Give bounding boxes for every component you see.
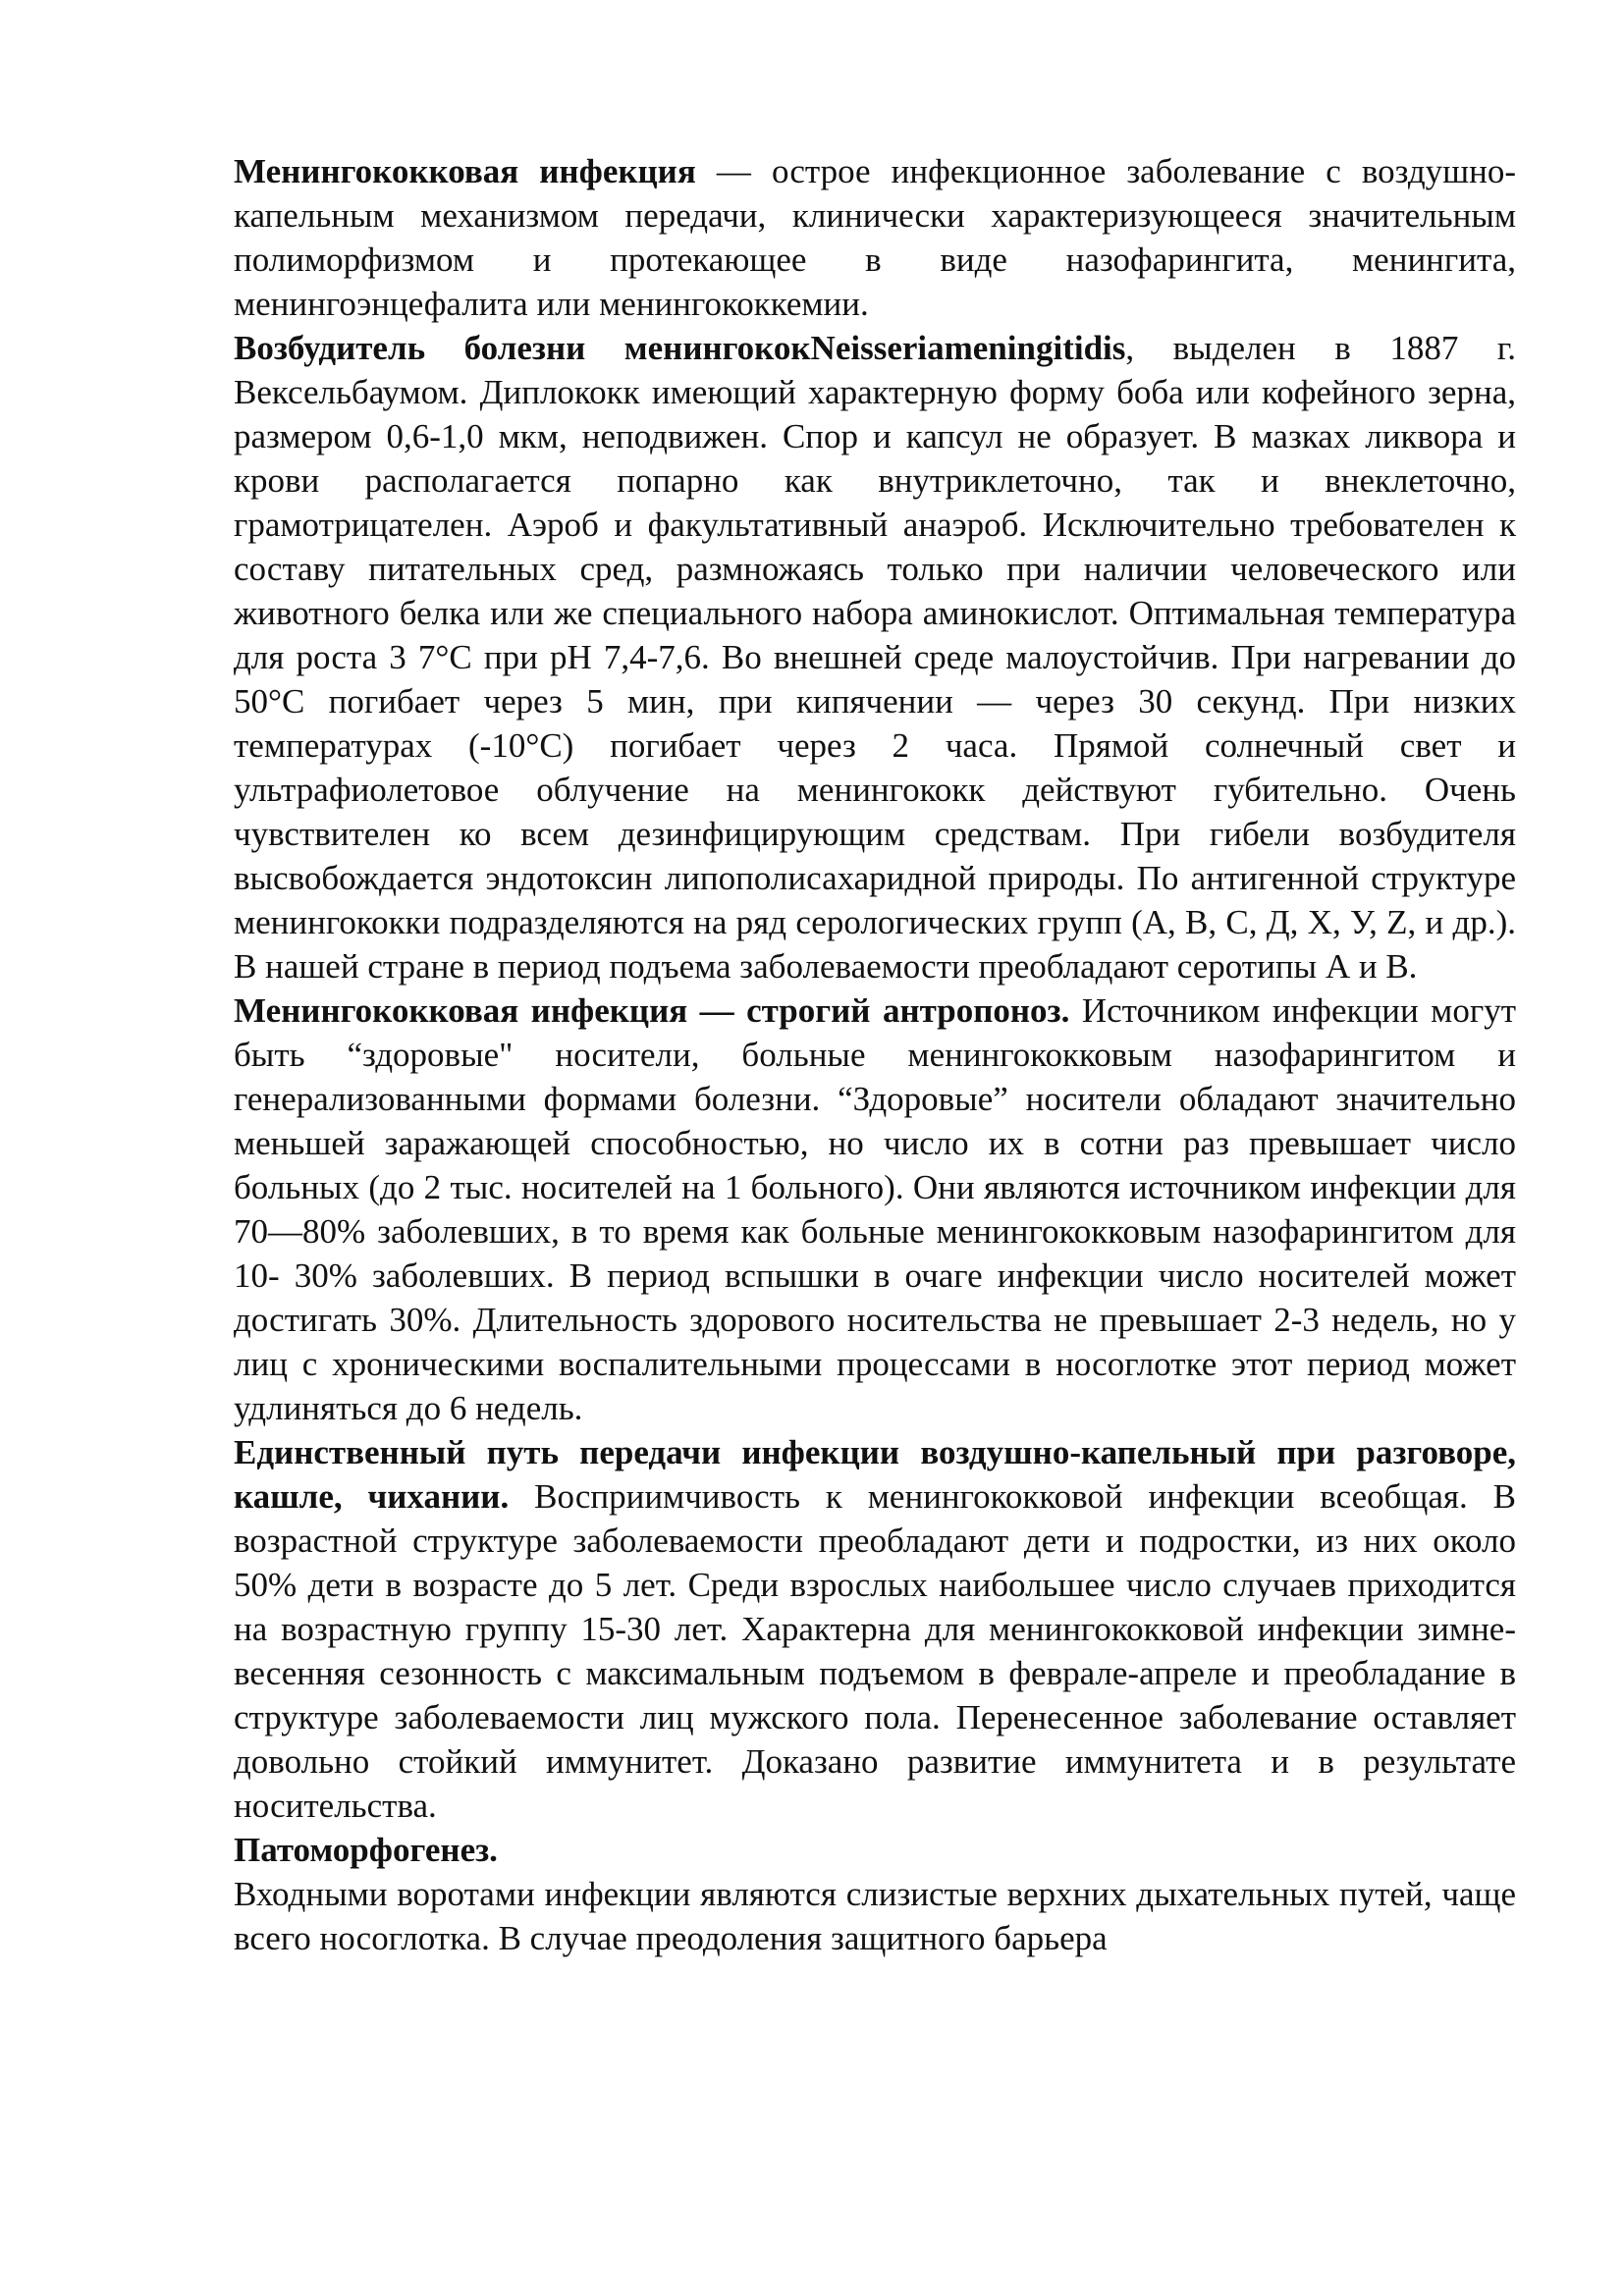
paragraph-text: — острое инфекционное заболевание с воздушно-капельным механизмом передачи, клинически характеризующееся значительным полиморфизмом и протекающее в виде назофарингита, менингита, менингоэнцефалита или менингококкемии. xyxy=(234,152,1516,323)
paragraph-entry-gates xyxy=(234,1872,1516,1960)
term-transmission-route: Единственный путь передачи инфекции воздушно-капельный при разговоре, кашле, чихании. xyxy=(234,1433,1516,1516)
term-pathogen: Возбудитель болезни менингококNeisseriameningitidis xyxy=(234,329,1126,367)
paragraph-pathogen xyxy=(234,326,1516,988)
paragraph-text: Восприимчивость к менингококковой инфекции всеобщая. В возрастной структуре заболеваемости преобладают дети и подростки, из них около 50% дети в возрасте до 5 лет. Среди взрослых наибольшее число случаев приходится на возрастную группу 15-30 лет. Характерна для менингококковой инфекции зимне-весенняя сезонность с максимальным подъемом в феврале-апреле и преобладание в структуре заболеваемости лиц мужского пола. Перенесенное заболевание оставляет довольно стойкий иммунитет. Доказано развитие иммунитета и в результате носительства. xyxy=(234,1477,1516,1825)
paragraph-text: , выделен в 1887 г. Вексельбаумом. Диплококк имеющий характерную форму боба или кофейного зерна, размером 0,6-1,0 мкм, неподвижен. Спор и капсул не образует. В мазках ликвора и крови располагается попарно как внутриклеточно, так и внеклеточно, грамотрицателен. Аэроб и факультативный анаэроб. Исключительно требователен к составу питательных сред, размножаясь только при наличии человеческого или животного белка или же специального набора аминокислот. Оптимальная температура для роста 3 7°С при pH 7,4-7,6. Во внешней среде малоустойчив. При нагревании до 50°С погибает через 5 мин, при кипячении — через 30 секунд. При низких температурах (-10°С) погибает через 2 часа. Прямой солнечный свет и ультрафиолетовое облучение на менингококк действуют губительно. Очень чувствителен ко всем дезинфицирующим средствам. При гибели возбудителя высвобождается эндотоксин липополисахаридной природы. По антигенной структуре менингококки подразделяются на ряд серологических групп (А, В, С, Д, X, У, Z, и др.). В нашей стране в период подъема заболеваемости преобладают серотипы А и В. xyxy=(234,329,1516,986)
paragraph-definition xyxy=(234,149,1516,326)
paragraph-text: Входными воротами инфекции являются слизистые верхних дыхательных путей, чаще всего носоглотка. В случае преодоления защитного барьера xyxy=(234,1875,1516,1957)
heading-text: Патоморфогенез. xyxy=(234,1831,498,1869)
paragraph-transmission xyxy=(234,1430,1516,1828)
term-meningococcal-infection: Менингококковая инфекция xyxy=(234,152,696,190)
paragraph-text: Источником инфекции могут быть “здоровые" носители, больные менингококковым назофарингитом и генерализованными формами болезни. “Здоровые” носители обладают значительно меньшей заражающей способностью, но число их в сотни раз превышает число больных (до 2 тыс. носителей на 1 больного). Они являются источником инфекции для 70—80% заболевших, в то время как больные менингококковым назофарингитом для 10- 30% заболевших. В период вспышки в очаге инфекции число носителей может достигать 30%. Длительность здорового носительства не превышает 2-3 недель, но у лиц с хроническими воспалительными процессами в носоглотке этот период может удлиняться до 6 недель. xyxy=(234,991,1516,1427)
paragraph-source xyxy=(234,988,1516,1430)
document-page xyxy=(234,149,1516,1960)
term-anthroponosis: Менингококковая инфекция — строгий антропоноз. xyxy=(234,991,1070,1030)
section-heading-pathomorphogenesis xyxy=(234,1828,1516,1872)
